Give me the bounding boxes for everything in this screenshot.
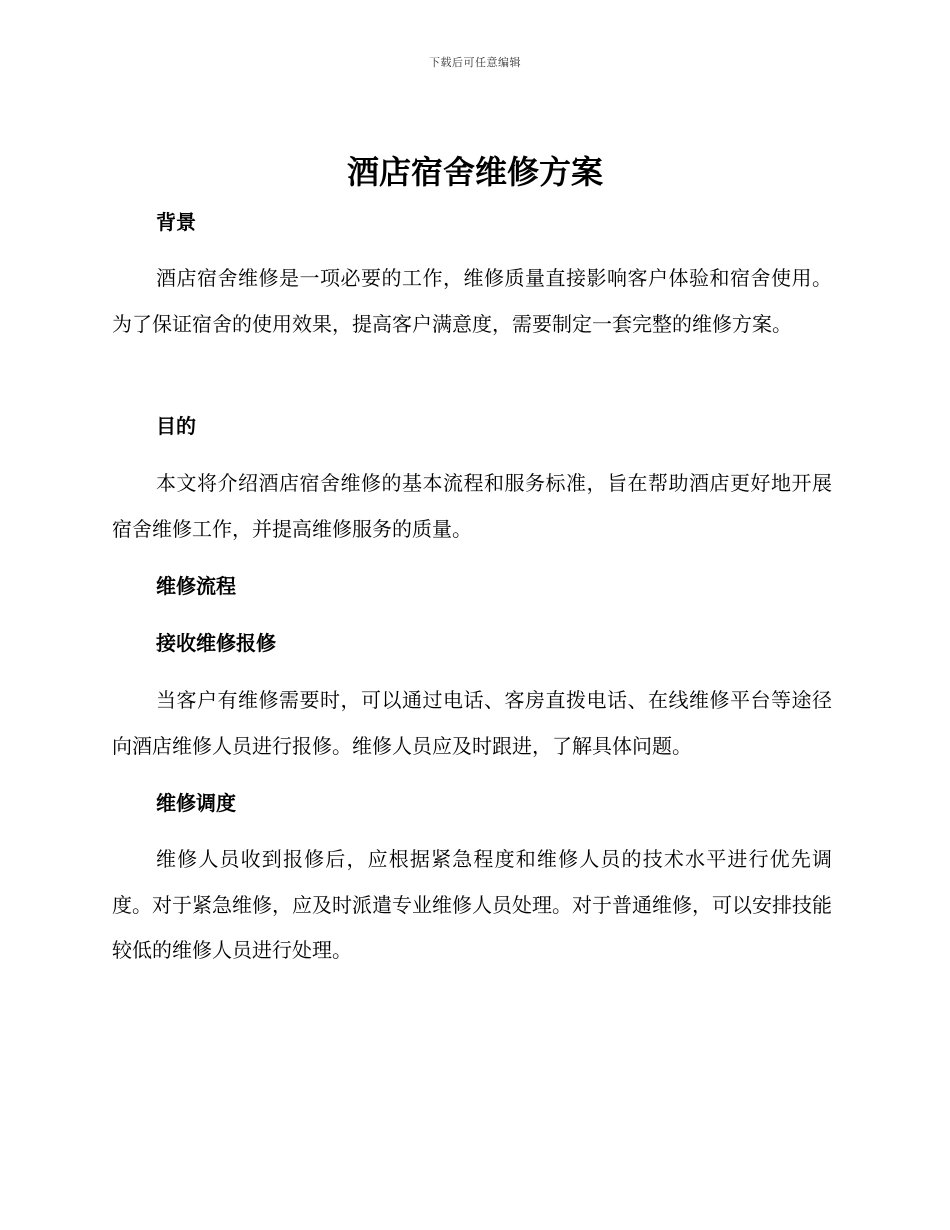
section-heading-dispatch: 维修调度: [156, 791, 236, 815]
section-paragraph-dispatch: 维修人员收到报修后，应根据紧急程度和维修人员的技术水平进行优先调度。对于紧急维修，应及时派遣专业维修人员处理。对于普通维修，可以安排技能较低的维修人员进行处理。: [112, 847, 832, 962]
section-heading-repair-process: 维修流程: [156, 574, 236, 598]
header-note: 下载后可任意编辑: [429, 56, 521, 69]
section-paragraph-receive-request: 当客户有维修需要时，可以通过电话、客房直拨电话、在线维修平台等途径向酒店维修人员进行报修。维修人员应及时跟进，了解具体问题。: [112, 688, 832, 758]
document-title: 酒店宿舍维修方案: [346, 153, 603, 191]
section-paragraph-background: 酒店宿舍维修是一项必要的工作，维修质量直接影响客户体验和宿舍使用。为了保证宿舍的使用效果，提高客户满意度，需要制定一套完整的维修方案。: [112, 266, 832, 336]
section-heading-purpose: 目的: [156, 414, 196, 438]
section-paragraph-purpose: 本文将介绍酒店宿舍维修的基本流程和服务标准，旨在帮助酒店更好地开展宿舍维修工作，并提高维修服务的质量。: [112, 471, 832, 541]
section-heading-background: 背景: [156, 210, 196, 234]
section-heading-receive-request: 接收维修报修: [156, 631, 276, 655]
